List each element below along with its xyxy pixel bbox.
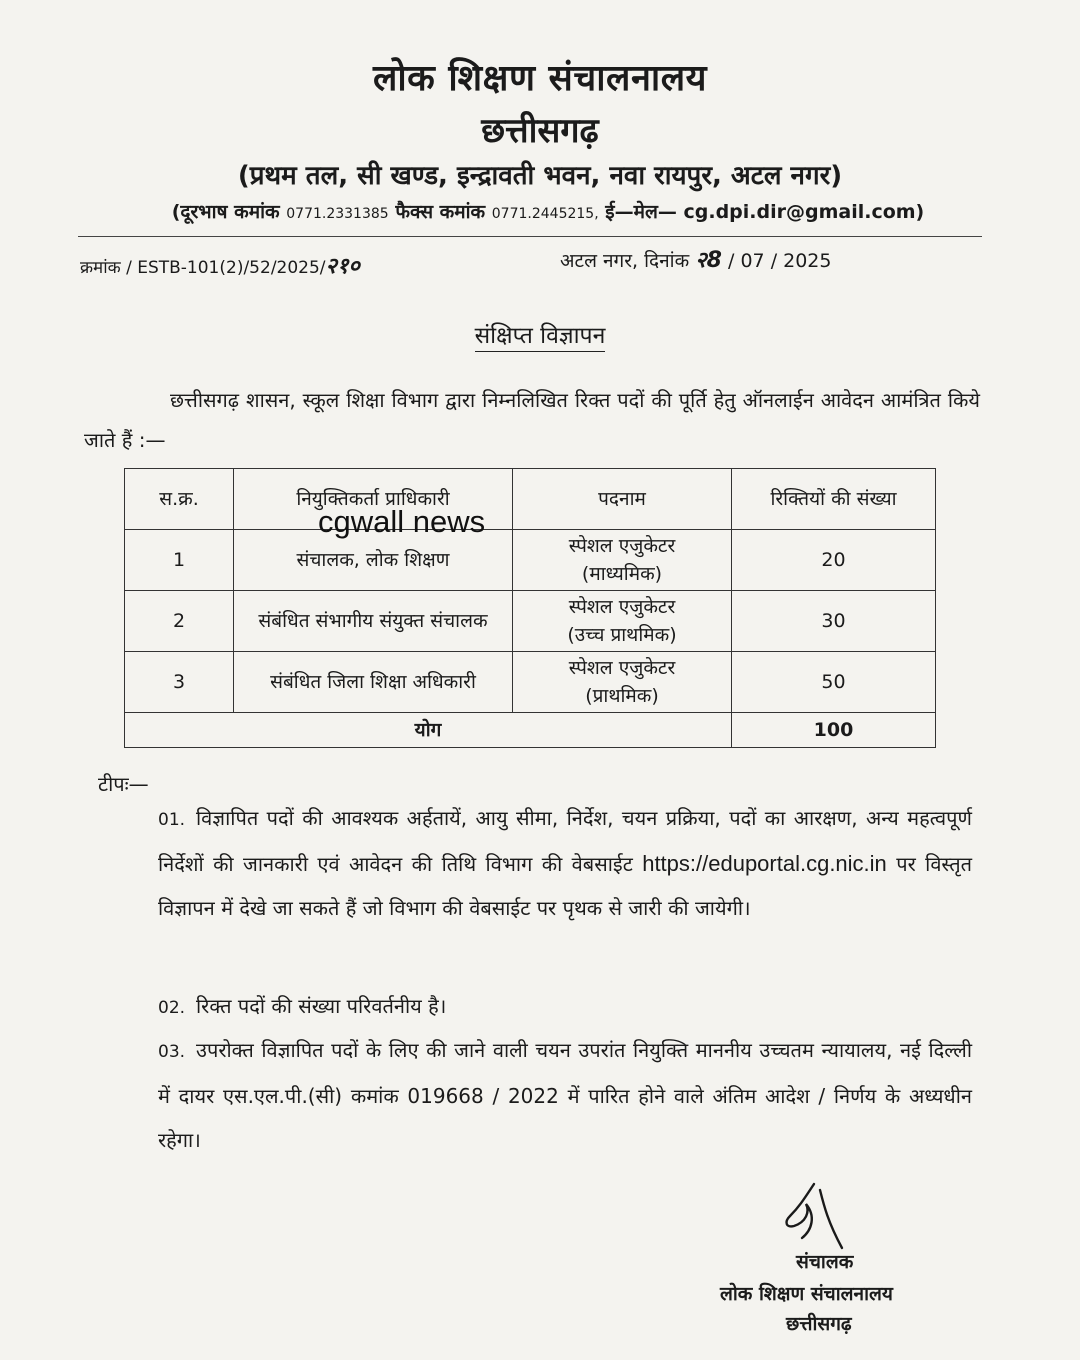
- table-header-row: [125, 469, 936, 530]
- contact-line: [108, 198, 988, 224]
- tip-label: टीपः—: [98, 772, 149, 796]
- watermark-text: cgwall news: [318, 504, 486, 539]
- office-address: (प्रथम तल, सी खण्ड, इन्द्रावती भवन, नवा रायपुर, अटल नगर): [237, 161, 843, 191]
- reference-handwritten: २१०: [325, 254, 360, 279]
- table-row: [125, 652, 936, 713]
- table-row: [125, 530, 936, 591]
- cell-count: 20: [732, 530, 936, 591]
- post-line2: (उच्च प्राथमिक): [567, 624, 677, 646]
- cell-count: 50: [732, 652, 936, 713]
- post-line1: स्पेशल एजुकेटर: [568, 657, 676, 679]
- table-total-row: [125, 713, 936, 748]
- signature-stroke: [787, 1184, 842, 1248]
- note-number: 01.: [158, 810, 186, 830]
- cell-authority: संबंधित जिला शिक्षा अधिकारी: [234, 652, 513, 713]
- note-item: [158, 1028, 972, 1162]
- cell-sno: 1: [125, 530, 234, 591]
- intro-paragraph: [84, 380, 980, 460]
- table-row: [125, 591, 936, 652]
- email-address[interactable]: cg.dpi.dir@gmail.com): [683, 201, 925, 223]
- cell-sno: 2: [125, 591, 234, 652]
- col-header-count: रिक्तियों की संख्या: [732, 469, 936, 530]
- post-line2: (माध्यमिक): [581, 563, 663, 585]
- reference-number: [80, 250, 360, 280]
- intro-text: छत्तीसगढ़ शासन, स्कूल शिक्षा विभाग द्वारा निम्नलिखित रिक्त पदों की पूर्ति हेतु ऑनलाईन आवेदन आमंत्रित किये जाते हैं :—: [84, 388, 980, 452]
- office-name: लोक शिक्षण संचालनालय: [372, 58, 708, 99]
- place-date-label: अटल नगर, दिनांक: [560, 250, 690, 272]
- cell-authority: संचालक, लोक शिक्षण: [234, 530, 513, 591]
- post-line1: स्पेशल एजुकेटर: [568, 596, 676, 618]
- col-header-authority: नियुक्तिकर्ता प्राधिकारी: [234, 469, 513, 530]
- note-number: 02.: [158, 998, 186, 1018]
- note-text: विज्ञापित पदों की आवश्यक अर्हतायें, आयु सीमा, निर्देश, चयन प्रक्रिया, पदों का आरक्षण, अन्य महत्वपूर्ण निर्देशों की जानकारी एवं आवेदन की तिथि विभाग की वेबसाईट: [158, 806, 972, 876]
- cell-post: [513, 591, 732, 652]
- signatory-designation: संचालक: [796, 1251, 854, 1273]
- date-rest: / 07 / 2025: [728, 250, 832, 272]
- note-text: रिक्त पदों की संख्या परिवर्तनीय है।: [196, 994, 447, 1018]
- fax-label: फैक्स कमांक: [395, 201, 486, 223]
- phone-label: (दूरभाष कमांक: [171, 201, 280, 223]
- note-number: 03.: [158, 1042, 186, 1062]
- cell-authority: संबंधित संभागीय संयुक्त संचालक: [234, 591, 513, 652]
- header-divider: [78, 236, 982, 237]
- notice-title-text: संक्षिप्त विज्ञापन: [475, 323, 606, 352]
- col-header-sno: स.क्र.: [125, 469, 234, 530]
- notice-title: [0, 318, 1080, 350]
- date-day-handwritten: २8: [695, 248, 722, 273]
- note-text-continued: पर विस्तृत विज्ञापन में देखे जा सकते हैं जो विभाग की वेबसाईट पर पृथक से जारी की जायेगी।: [158, 852, 973, 920]
- total-value: 100: [732, 713, 936, 748]
- reference-prefix: क्रमांक / ESTB-101(2)/52/2025/: [80, 258, 326, 278]
- cell-post: [513, 652, 732, 713]
- post-line1: स्पेशल एजुकेटर: [568, 535, 676, 557]
- total-label: योग: [125, 713, 732, 748]
- website-link[interactable]: https://eduportal.cg.nic.in: [642, 851, 887, 876]
- cell-count: 30: [732, 591, 936, 652]
- post-line2: (प्राथमिक): [585, 685, 659, 707]
- phone-number: 0771.2331385: [286, 206, 389, 222]
- note-text: उपरोक्त विज्ञापित पदों के लिए की जाने वाली चयन उपरांत नियुक्ति माननीय उच्चतम न्यायालय, नई दिल्ली में दायर एस.एल.पी.(सी) कमांक 019668 / 2022 में पारित होने वाले अंतिम आदेश / निर्णय के अध्यधीन रहेगा।: [158, 1038, 972, 1152]
- fax-number: 0771.2445215,: [491, 206, 599, 222]
- note-item: [158, 984, 972, 1030]
- note-item: [158, 796, 972, 930]
- cell-post: [513, 530, 732, 591]
- state-name: छत्तीसगढ़: [481, 111, 599, 151]
- cell-sno: 3: [125, 652, 234, 713]
- signatory-office: लोक शिक्षण संचालनालय: [720, 1283, 893, 1305]
- vacancy-table: [124, 468, 936, 748]
- email-label: ई—मेल—: [605, 201, 677, 223]
- signatory-state: छत्तीसगढ़: [786, 1313, 852, 1335]
- signature-icon: [776, 1176, 856, 1256]
- col-header-post: पदनाम: [513, 469, 732, 530]
- place-date: [560, 244, 831, 274]
